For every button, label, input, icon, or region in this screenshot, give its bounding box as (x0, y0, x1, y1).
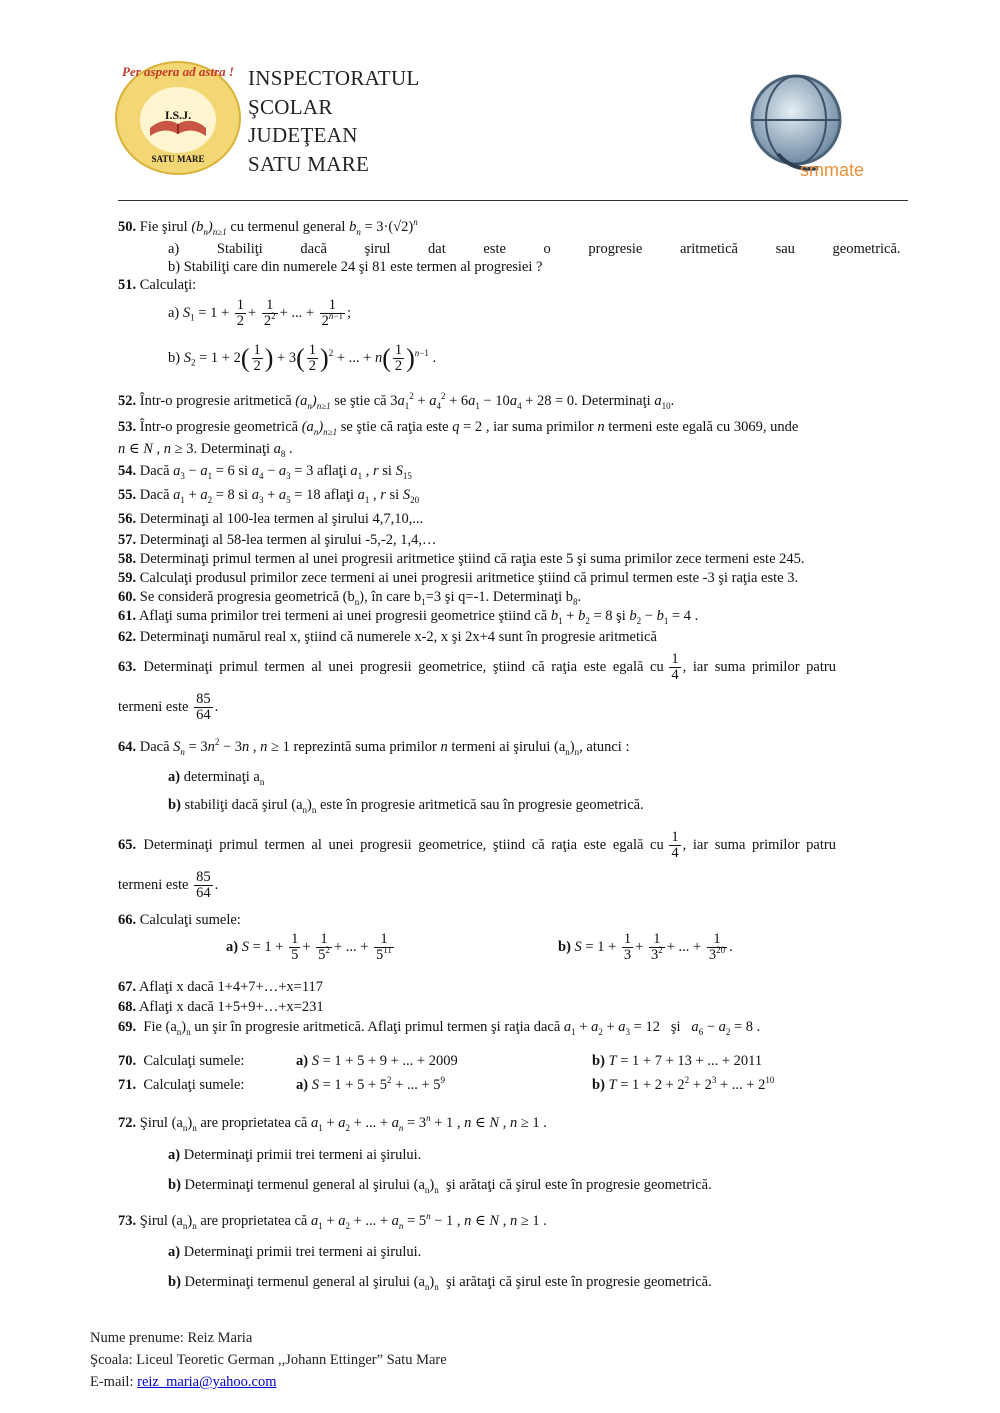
problem-56: 56. Determinaţi al 100-lea termen al şirului 4,7,10,... (118, 511, 424, 527)
problem-number: 51. (118, 277, 137, 293)
problem-text: cu termenul general (230, 219, 346, 235)
problem-54: 54. Dacă $a_3 - a_1 = 6$ si $a_4 - a_3 = 3$ aflaţi $a_1$ , r si $S_{15}$ (118, 463, 412, 481)
problem-62: 62. Determinaţi numărul real x, ştiind că numerele x-2, x şi 2x+4 sunt în progresie aritmetică (118, 629, 657, 645)
problem-50-b: b) Stabiliţi care din numerele 24 şi 81 este termen al progresiei ? (168, 259, 543, 275)
problem-number: 54. (118, 463, 137, 479)
problem-53: 53. Într-o progresie geometrică $(a_n)_{n\ge 1}$ se ştie că raţia este q = 2 , iar suma primilor n termeni este egală cu 3069, unde (118, 419, 799, 437)
smmate-logo (738, 72, 888, 187)
problem-70-b: b) T = 1 + 7 + 13 + ... + 2011 (592, 1053, 763, 1069)
problem-72-b: b) Determinaţi termenul general al şirului $(a_n)_n$ şi arătaţi că şirul este în progresie geometrică. (168, 1177, 712, 1195)
problem-number: 52. (118, 393, 137, 409)
problem-71-b: b) $T = 1 + 2 + 2^2 + 2^3$ + ... + $2^{10}$ (592, 1075, 775, 1093)
author-email (90, 1374, 277, 1391)
org-line: SATU MARE (248, 151, 370, 176)
problem-53-cont: n ∈ N , n ≥ 3. Determinaţi $a_8$ . (118, 441, 293, 459)
email-label: E-mail: (90, 1374, 138, 1390)
problem-69: 69. Fie $(a_n)_n$ un şir în progresie aritmetică. Aflaţi primul termen şi raţia dacă $a_1 + a_2 + a_3 = 12$ şi $a_6 - a_2 = 8$ . (118, 1019, 761, 1037)
problem-70-a: a) S = 1 + 5 + 9 + ... + 2009 (296, 1053, 458, 1069)
problem-63-cont: termeni este $\frac{85}{64}$ . (118, 691, 219, 723)
problem-number: 50. (118, 219, 137, 235)
problem-number: 55. (118, 487, 137, 503)
problem-57: 57. Determinaţi al 58-lea termen al şirului -5,-2, 1,4,… (118, 532, 437, 548)
problem-71-a: a) $S = 1 + 5 + 5^2$ + ... + $5^9$ (296, 1075, 445, 1093)
problem-50: 50. Fie şirul $(b_n)_{n\ge 1}$ cu termenul general $b_n = 3\cdot(√2)^n$ (118, 217, 418, 237)
problem-65-cont: termeni este $\frac{85}{64}$ . (118, 869, 219, 901)
problem-52: 52. Într-o progresie aritmetică $(a_n)_{n\ge 1}$ se ştie că $3a_1^2 + a_4^2 + 6a_1 - 10a_4 + 28 = 0$. Determinaţi $a_{10}$. (118, 391, 675, 411)
problem-60: 60. Se consideră progresia geometrică $(b_n)$, în care $b_1=3$ şi q=-1. Determinaţi $b_8$. (118, 589, 582, 607)
problem-72: 72. Şirul $(a_n)_n$ are proprietatea că $a_1 + a_2$ + ... + $a_n = 3^n + 1$ , n ∈ N , n ≥ 1 . (118, 1113, 547, 1133)
problem-text: Fie şirul (139, 219, 188, 235)
problem-67: 67. Aflaţi x dacă 1+4+7+…+x=117 (118, 979, 324, 995)
organization-name (248, 64, 420, 178)
email-link[interactable]: reiz_maria@yahoo.com (137, 1374, 277, 1390)
problem-64-b: b) stabiliţi dacă şirul $(a_n)_n$ este în progresie aritmetică sau în progresie geometrică. (168, 797, 644, 815)
org-line: ŞCOLAR (248, 94, 333, 119)
logo-city: SATU MARE (151, 154, 205, 164)
problem-59: 59. Calculaţi produsul primilor zece termeni ai unei progresii aritmetice ştiind că primul termen este -3 şi raţia este 3. (118, 570, 799, 586)
problem-51-b: b) $S_2 = 1 + 2$( $\frac{1}{2}$ ) + 3( $\frac{1}{2}$ )$^2$ + ... + n( $\frac{1}{2}$ )$^{n-1}$ . (168, 342, 437, 374)
problem-66-a: a) S = 1 + $\frac{1}{5}$ + $\frac{1}{5^2}$ + ... + $\frac{1}{5^{11}}$ (226, 931, 392, 963)
problem-55: 55. Dacă $a_1 + a_2 = 8$ si $a_3 + a_5 = 18$ aflaţi $a_1$ , r si $S_{20}$ (118, 487, 420, 505)
problem-66-b: b) S = 1 + $\frac{1}{3}$ + $\frac{1}{3^2}$ + ... + $\frac{1}{3^{20}}$ . (558, 931, 733, 963)
problem-72-a: a) Determinaţi primii trei termeni ai şirului. (168, 1147, 422, 1163)
logo-isj: I.S.J. (164, 108, 192, 122)
problem-65: 65. Determinaţi primul termen al unei progresii geometrice, ştiind că raţia este egală cu $\frac{1}{4}$ , iar suma primilor patru (118, 829, 836, 861)
problem-73-b: b) Determinaţi termenul general al şirului $(a_n)_n$ şi arătaţi că şirul este în progresie geometrică. (168, 1274, 712, 1292)
problem-number: 53. (118, 419, 137, 435)
problem-66: 66. Calculaţi sumele: (118, 912, 241, 928)
problem-64-a: a) determinaţi $a_n$ (168, 769, 265, 787)
logo-motto: Per aspera ad astra ! (122, 64, 234, 79)
smmate-text: smmate (800, 160, 865, 180)
problem-61: 61. Aflaţi suma primilor trei termeni ai unei progresii geometrice ştiind că $b_1 + b_2 = 8$ şi $b_2 - b_1 = 4$ . (118, 608, 699, 626)
problem-50-a: a) Stabiliţi dacă şirul dat este o progresie aritmetică sau geometrică. (168, 241, 901, 257)
problem-64: 64. Dacă $S_n = 3n^2 - 3n$ , n ≥ 1 reprezintă suma primilor n termeni ai şirului $(a_n)_n$, atunci : (118, 737, 630, 757)
org-line: JUDEŢEAN (248, 123, 358, 147)
problem-text: Calculaţi: (139, 277, 197, 293)
problem-51-a: a) $S_1 = 1$ + $\frac{1}{2}$ + $\frac{1}{2^2}$ + ... + $\frac{1}{2^{n-1}}$ ; (168, 297, 352, 329)
problem-70: 70. Calculaţi sumele: (118, 1053, 245, 1069)
problem-51 (118, 276, 196, 294)
isj-logo (112, 58, 244, 178)
org-line: INSPECTORATUL (248, 66, 420, 90)
problem-73: 73. Şirul $(a_n)_n$ are proprietatea că $a_1 + a_2$ + ... + $a_n = 5^n - 1$ , n ∈ N , n ≥ 1 . (118, 1211, 547, 1231)
problem-68: 68. Aflaţi x dacă 1+5+9+…+x=231 (118, 999, 324, 1015)
problem-71: 71. Calculaţi sumele: (118, 1077, 245, 1093)
author-name: Nume prenume: Reiz Maria (90, 1330, 253, 1346)
author-school: Şcoala: Liceul Teoretic German ,,Johann Ettinger” Satu Mare (90, 1352, 447, 1368)
problem-58: 58. Determinaţi primul termen al unei progresii aritmetice ştiind că raţia este 5 şi suma primilor zece termeni este 245. (118, 551, 805, 567)
problem-73-a: a) Determinaţi primii trei termeni ai şirului. (168, 1244, 422, 1260)
header-divider (118, 200, 908, 201)
problem-63: 63. Determinaţi primul termen al unei progresii geometrice, ştiind că raţia este egală cu $\frac{1}{4}$ , iar suma primilor patru (118, 651, 836, 683)
